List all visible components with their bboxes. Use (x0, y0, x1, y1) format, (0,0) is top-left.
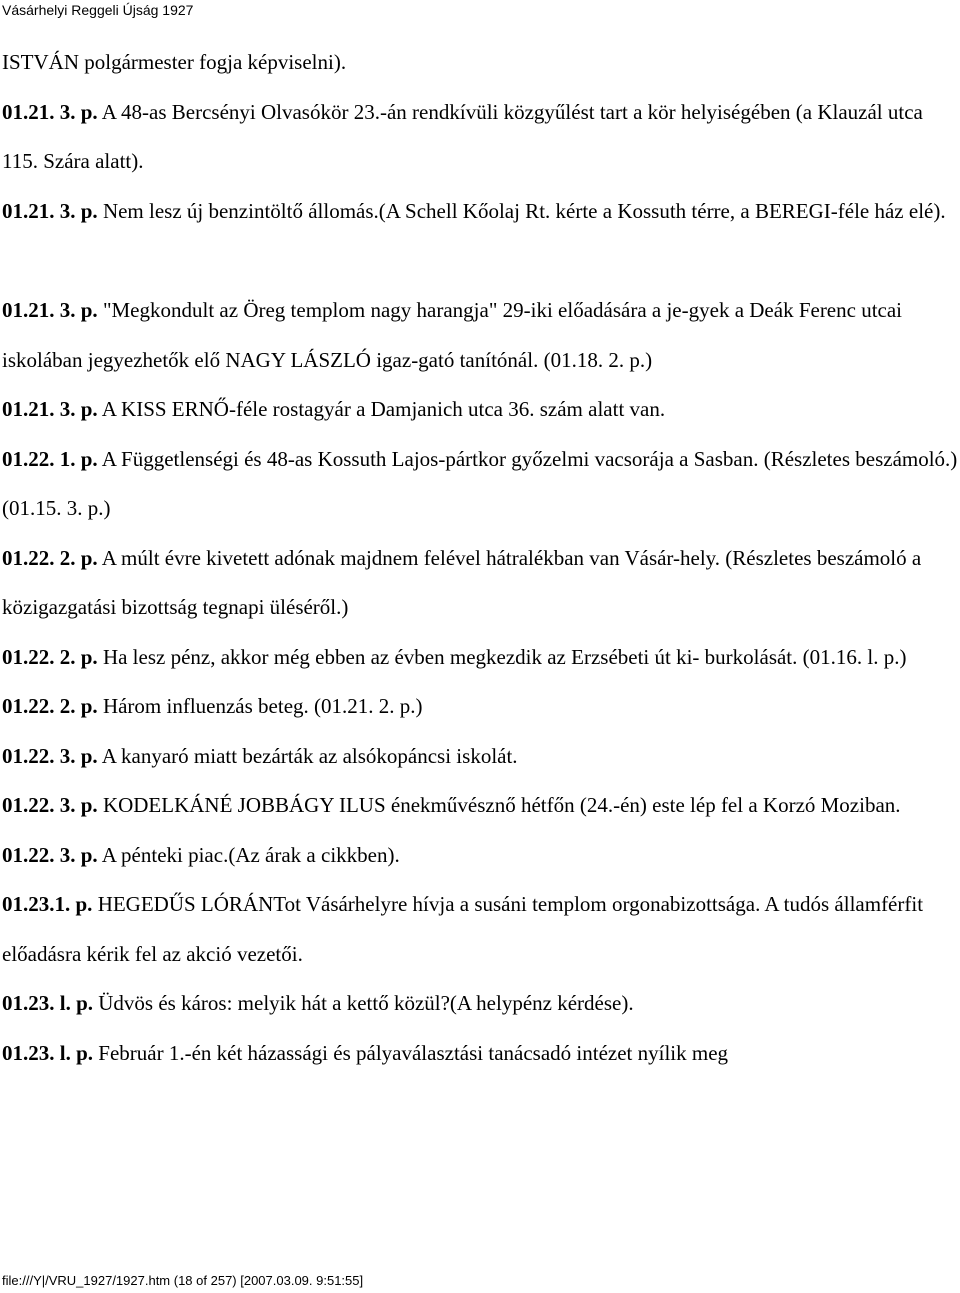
entry-text: KODELKÁNÉ JOBBÁGY ILUS énekművésznő hétfőn (24.-én) este lép fel a Korzó Moziban. (97, 793, 901, 817)
list-item (2, 1029, 960, 1079)
entry-text: A kanyaró miatt bezárták az alsókopáncsi iskolát. (97, 743, 518, 768)
entry-text: Nem lesz új benzintöltő állomás.(A Schell Kőolaj Rt. kérte a Kossuth térre, a BEREGI-féle ház elé). (97, 198, 946, 223)
entry-text: Üdvös és káros: melyik hát a kettő közül?(A helypénz kérdése). (93, 991, 634, 1015)
entry-reference: 01.23. l. p. (2, 991, 94, 1015)
list-item (2, 385, 960, 435)
entry-reference: 01.22. 2. p. (2, 694, 98, 718)
list-item (2, 831, 960, 881)
document-footer: file:///Y|/VRU_1927/1927.htm (18 of 257) [2007.03.09. 9:51:55] (2, 1273, 364, 1288)
entry-reference: 01.23. l. p. (2, 1040, 94, 1065)
list-item (2, 187, 960, 237)
entry-reference: 01.22. 2. p. (2, 545, 98, 570)
list-item (2, 732, 960, 782)
entry-text: A múlt évre kivetett adónak majdnem felével hátralékban van Vásár-hely. (Részletes beszámoló a közigazgatási bizottság tegnapi üléséről.) (2, 545, 922, 619)
paragraph-gap (2, 236, 960, 286)
list-item (2, 88, 960, 187)
entry-text: A 48-as Bercsényi Olvasókör 23.-án rendkívüli közgyűlést tart a kör helyiségében (a Klauzál utca 115. Szára alatt). (2, 99, 923, 173)
list-item (2, 633, 960, 683)
list-item (2, 979, 960, 1029)
list-item (2, 682, 960, 732)
entry-reference: 01.21. 3. p. (2, 298, 98, 322)
entry-reference: 01.21. 3. p. (2, 397, 98, 421)
entry-reference: 01.22. 2. p. (2, 644, 98, 669)
entry-reference: 01.22. 3. p. (2, 793, 98, 817)
entry-text: A Függetlenségi és 48-as Kossuth Lajos-pártkor győzelmi vacsorája a Sasban. (Részletes beszámoló.) (01.15. 3. p.) (2, 446, 958, 520)
entry-text: ISTVÁN polgármester fogja képviselni). (2, 50, 347, 74)
entry-text: "Megkondult az Öreg templom nagy harangja" 29-iki előadására a je-gyek a Deák Ferenc utcai iskolában jegyezhetők elő NAGY LÁSZLÓ igaz-gató tanítónál. (01.18. 2. p.) (2, 298, 903, 372)
list-item (2, 880, 960, 979)
entry-reference: 01.23.1. p. (2, 892, 93, 916)
entry-reference: 01.22. 3. p. (2, 842, 98, 867)
list-item (2, 38, 960, 88)
document-header: Vásárhelyi Reggeli Újság 1927 (2, 2, 194, 18)
list-item (2, 534, 960, 633)
entry-text: Ha lesz pénz, akkor még ebben az évben megkezdik az Erzsébeti út ki- burkolását. (01.16. l. p.) (97, 644, 907, 669)
entry-reference: 01.22. 3. p. (2, 743, 98, 768)
entry-reference: 01.21. 3. p. (2, 99, 98, 124)
entry-text: Három influenzás beteg. (01.21. 2. p.) (97, 694, 423, 718)
list-item (2, 781, 960, 831)
entry-text: A KISS ERNŐ-féle rostagyár a Damjanich utca 36. szám alatt van. (97, 397, 666, 421)
entry-reference: 01.22. 1. p. (2, 446, 98, 471)
entry-text: A pénteki piac.(Az árak a cikkben). (97, 842, 400, 867)
document-body (2, 38, 960, 1078)
list-item (2, 286, 960, 385)
entry-text: Február 1.-én két házassági és pályaválasztási tanácsadó intézet nyílik meg (93, 1040, 729, 1065)
list-item (2, 435, 960, 534)
entry-reference: 01.21. 3. p. (2, 198, 98, 223)
entry-text: HEGEDŰS LÓRÁNTot Vásárhelyre hívja a susáni templom orgonabizottsága. A tudós államférfit előadásra kérik fel az akció vezetői. (2, 892, 924, 966)
